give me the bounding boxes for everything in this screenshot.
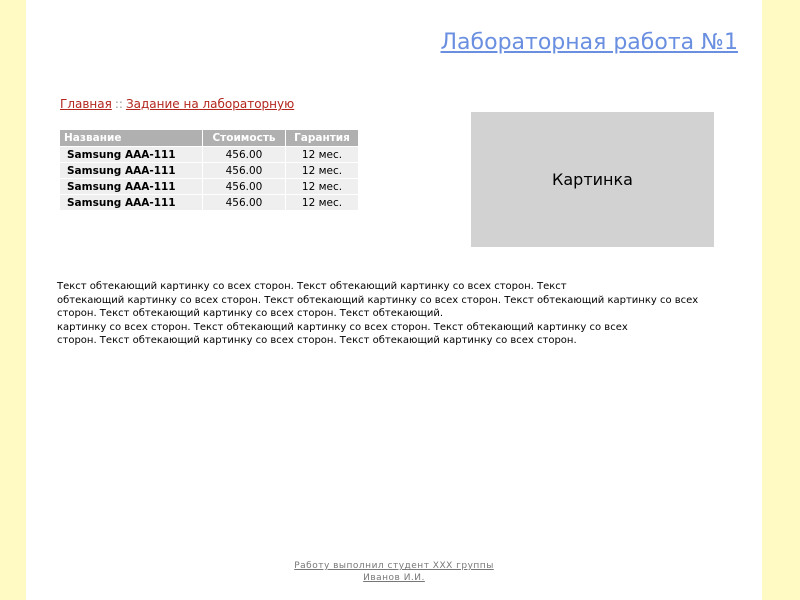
table-row [60,146,358,162]
breadcrumb-separator: :: [114,97,123,111]
text-line: обтекающий картинку со всех сторон. Текст обтекающий картинку со всех сторон. Текст обтекающий картинку со всех [57,294,699,306]
cell-name: Samsung AAA-111 [60,146,203,162]
header-price: Стоимость [203,130,286,146]
breadcrumb [60,97,294,111]
footer [26,560,762,584]
cell-price: 456.00 [203,178,286,194]
breadcrumb-home-link[interactable]: Главная [60,97,112,111]
cell-warranty: 12 мес. [286,178,358,194]
table-row [60,194,358,210]
cell-price: 456.00 [203,146,286,162]
table-row [60,162,358,178]
text-line: сторон. Текст обтекающий картинку со всех сторон. Текст обтекающий. [57,308,444,320]
header-name: Название [60,130,203,146]
cell-price: 456.00 [203,194,286,210]
footer-author-name-link[interactable]: Иванов И.И. [363,573,425,583]
text-line: Текст обтекающий картинку со всех сторон. Текст обтекающий картинку со всех сторон. Текст [57,281,567,292]
wrapping-text [57,280,698,348]
cell-warranty: 12 мес. [286,162,358,178]
header-warranty: Гарантия [286,130,358,146]
cell-name: Samsung AAA-111 [60,194,203,210]
picture-placeholder [471,112,714,247]
table-header-row [60,130,358,146]
cell-name: Samsung AAA-111 [60,178,203,194]
table-row [60,178,358,194]
text-line: сторон. Текст обтекающий картинку со всех сторон. Текст обтекающий картинку со всех сторон. [57,335,577,347]
page-title-link[interactable]: Лабораторная работа №1 [440,30,738,55]
picture-label: Картинка [552,170,633,189]
cell-price: 456.00 [203,162,286,178]
text-line: картинку со всех сторон. Текст обтекающий картинку со всех сторон. Текст обтекающий картинку со всех [57,321,628,333]
products-table [60,130,358,210]
footer-author-group-link[interactable]: Работу выполнил студент XXX группы [294,561,494,571]
cell-warranty: 12 мес. [286,194,358,210]
cell-name: Samsung AAA-111 [60,162,203,178]
cell-warranty: 12 мес. [286,146,358,162]
breadcrumb-current-link[interactable]: Задание на лабораторную [125,97,295,111]
page-content [26,0,762,600]
